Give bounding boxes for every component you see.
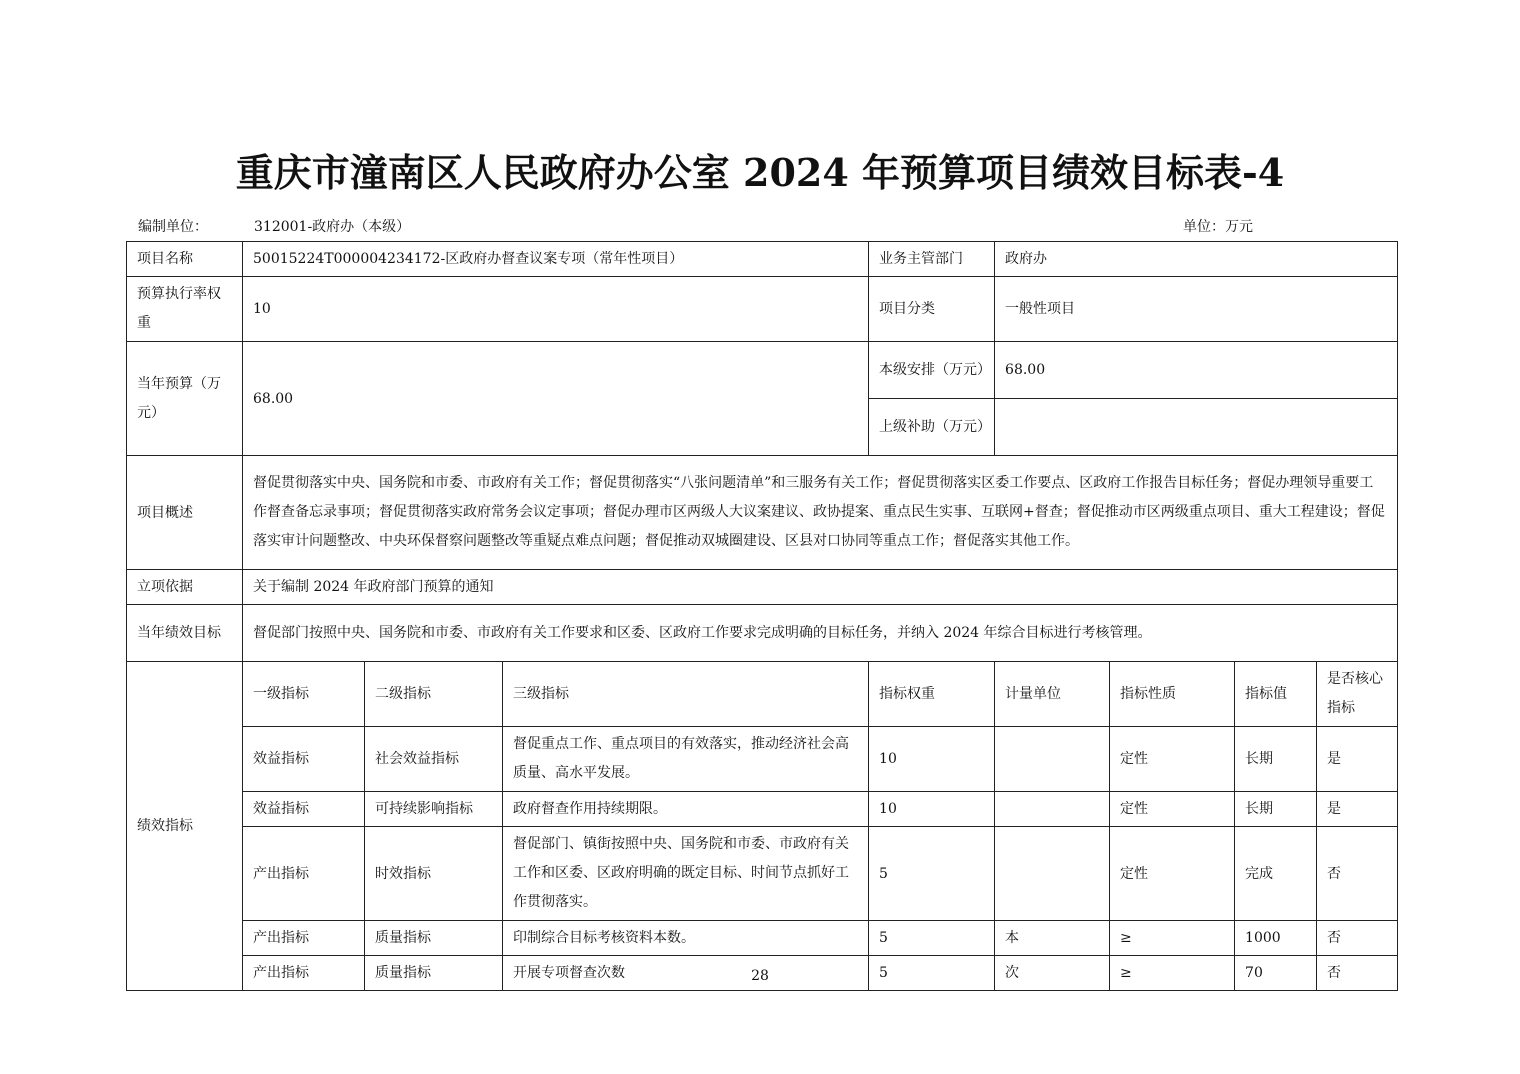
page-title: 重庆市潼南区人民政府办公室 2024 年预算项目绩效目标表-4 bbox=[235, 150, 1285, 195]
cell-nature: 定性 bbox=[1110, 792, 1235, 827]
local-value: 68.00 bbox=[995, 342, 1398, 399]
category-label: 项目分类 bbox=[869, 277, 995, 342]
cell-level1: 产出指标 bbox=[243, 956, 365, 991]
cell-level1: 产出指标 bbox=[243, 827, 365, 921]
cell-nature: 定性 bbox=[1110, 727, 1235, 792]
project-name-label: 项目名称 bbox=[127, 242, 243, 277]
cell-level2: 质量指标 bbox=[365, 921, 503, 956]
cell-level3: 督促部门、镇街按照中央、国务院和市委、市政府有关工作和区委、区政府明确的既定目标、时间节点抓好工作贯彻落实。 bbox=[503, 827, 869, 921]
overview-label: 项目概述 bbox=[127, 456, 243, 570]
cell-level3: 印制综合目标考核资料本数。 bbox=[503, 921, 869, 956]
overview-value: 督促贯彻落实中央、国务院和市委、市政府有关工作；督促贯彻落实“八张问题清单”和三服务有关工作；督促贯彻落实区委工作要点、区政府工作报告目标任务；督促办理领导重要工作督查备忘录事项；督促贯彻落实政府常务会议定事项；督促办理市区两级人大议案建议、政协提案、重点民生实事、互联网+督查；督促推动市区两级重点项目、重大工程建设；督促落实审计问题整改、中央环保督察问题整改等重疑点难点问题；督促推动双城圈建设、区县对口协同等重点工作；督促落实其他工作。 bbox=[243, 456, 1398, 570]
cell-value: 完成 bbox=[1235, 827, 1317, 921]
cell-value: 70 bbox=[1235, 956, 1317, 991]
cell-value: 长期 bbox=[1235, 792, 1317, 827]
cell-core: 否 bbox=[1317, 921, 1398, 956]
cell-weight: 5 bbox=[869, 956, 995, 991]
header-level1: 一级指标 bbox=[243, 662, 365, 727]
cell-level2: 可持续影响指标 bbox=[365, 792, 503, 827]
cell-level3: 政府督查作用持续期限。 bbox=[503, 792, 869, 827]
cell-level2: 质量指标 bbox=[365, 956, 503, 991]
compile-unit-label: 编制单位： bbox=[138, 219, 208, 235]
header-nature: 指标性质 bbox=[1110, 662, 1235, 727]
cell-nature: 定性 bbox=[1110, 827, 1235, 921]
table-row bbox=[127, 921, 1398, 956]
cell-unit bbox=[995, 792, 1110, 827]
local-label: 本级安排（万元） bbox=[869, 342, 995, 399]
cell-unit bbox=[995, 827, 1110, 921]
goal-value: 督促部门按照中央、国务院和市委、市政府有关工作要求和区委、区政府工作要求完成明确的目标任务，并纳入 2024 年综合目标进行考核管理。 bbox=[243, 605, 1398, 662]
header-unit: 计量单位 bbox=[995, 662, 1110, 727]
compile-unit-value: 312001-政府办（本级） bbox=[254, 219, 411, 235]
cell-core: 否 bbox=[1317, 827, 1398, 921]
cell-value: 1000 bbox=[1235, 921, 1317, 956]
header-level3: 三级指标 bbox=[503, 662, 869, 727]
budget-label: 当年预算（万元） bbox=[127, 342, 243, 456]
dept-label: 业务主管部门 bbox=[869, 242, 995, 277]
header-value: 指标值 bbox=[1235, 662, 1317, 727]
basis-label: 立项依据 bbox=[127, 570, 243, 605]
budget-value: 68.00 bbox=[243, 342, 869, 456]
cell-level3: 督促重点工作、重点项目的有效落实，推动经济社会高质量、高水平发展。 bbox=[503, 727, 869, 792]
cell-nature: ≥ bbox=[1110, 956, 1235, 991]
table-row bbox=[127, 727, 1398, 792]
dept-value: 政府办 bbox=[995, 242, 1398, 277]
cell-value: 长期 bbox=[1235, 727, 1317, 792]
cell-unit bbox=[995, 727, 1110, 792]
header-weight: 指标权重 bbox=[869, 662, 995, 727]
cell-unit: 本 bbox=[995, 921, 1110, 956]
cell-core: 是 bbox=[1317, 727, 1398, 792]
basis-value: 关于编制 2024 年政府部门预算的通知 bbox=[243, 570, 1398, 605]
cell-core: 否 bbox=[1317, 956, 1398, 991]
header-core: 是否核心指标 bbox=[1317, 662, 1398, 727]
header-level2: 二级指标 bbox=[365, 662, 503, 727]
currency-unit: 单位：万元 bbox=[1183, 219, 1253, 235]
indicators-label: 绩效指标 bbox=[127, 662, 243, 991]
cell-nature: ≥ bbox=[1110, 921, 1235, 956]
goal-label: 当年绩效目标 bbox=[127, 605, 243, 662]
category-value: 一般性项目 bbox=[995, 277, 1398, 342]
cell-level2: 时效指标 bbox=[365, 827, 503, 921]
cell-weight: 10 bbox=[869, 727, 995, 792]
cell-weight: 10 bbox=[869, 792, 995, 827]
table-row bbox=[127, 792, 1398, 827]
cell-weight: 5 bbox=[869, 921, 995, 956]
table-row bbox=[127, 827, 1398, 921]
cell-level1: 效益指标 bbox=[243, 727, 365, 792]
cell-level1: 效益指标 bbox=[243, 792, 365, 827]
project-name-value: 50015224T000004234172-区政府办督查议案专项（常年性项目） bbox=[243, 242, 869, 277]
cell-level2: 社会效益指标 bbox=[365, 727, 503, 792]
compile-unit bbox=[138, 216, 411, 236]
upper-label: 上级补助（万元） bbox=[869, 399, 995, 456]
page-number: 28 bbox=[751, 968, 769, 984]
cell-level3: 开展专项督查次数 bbox=[503, 956, 869, 991]
cell-unit: 次 bbox=[995, 956, 1110, 991]
cell-core: 是 bbox=[1317, 792, 1398, 827]
cell-weight: 5 bbox=[869, 827, 995, 921]
upper-value bbox=[995, 399, 1398, 456]
exec-rate-value: 10 bbox=[243, 277, 869, 342]
performance-table bbox=[126, 241, 1398, 991]
cell-level1: 产出指标 bbox=[243, 921, 365, 956]
exec-rate-label: 预算执行率权重 bbox=[127, 277, 243, 342]
